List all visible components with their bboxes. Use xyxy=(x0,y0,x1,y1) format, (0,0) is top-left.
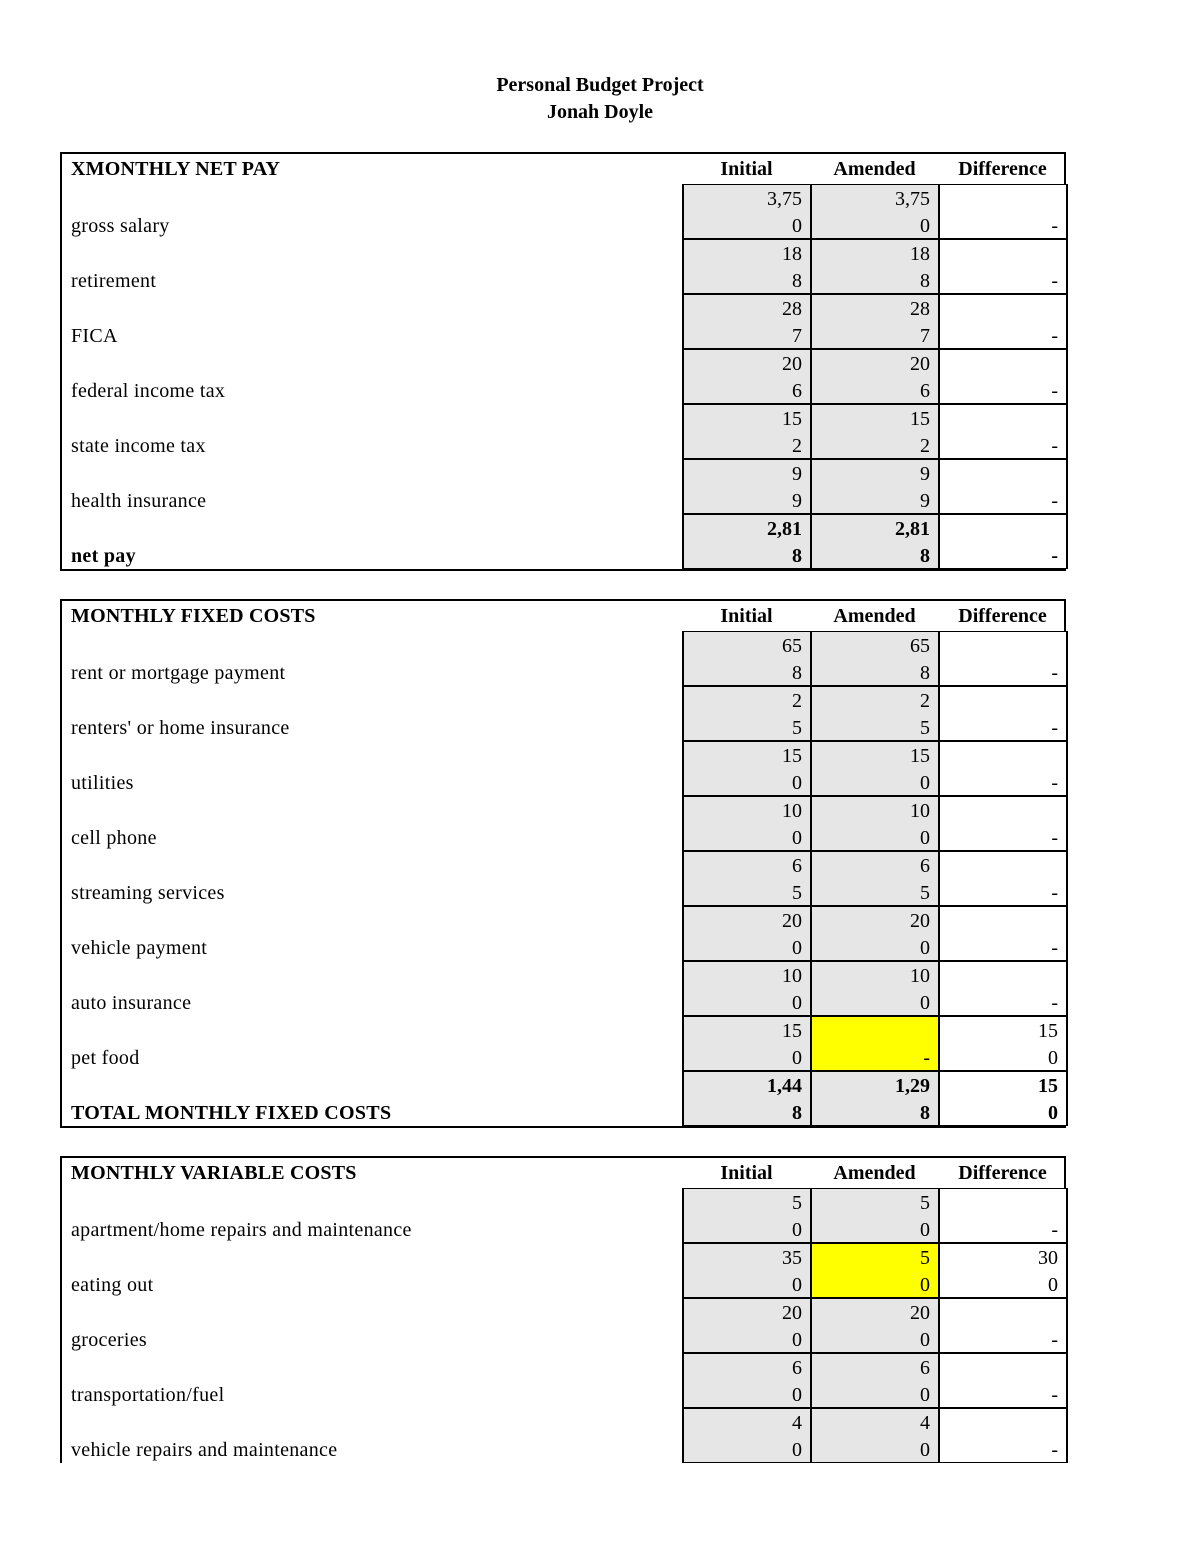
row-label: utilities xyxy=(71,772,134,794)
cell-value-line2: 7 xyxy=(792,325,802,347)
cell-value-line2: 0 xyxy=(792,1274,802,1296)
difference-cell xyxy=(938,184,1068,239)
table-row xyxy=(62,1408,1066,1463)
table-row xyxy=(62,1188,1066,1243)
cell-value-line2: 5 xyxy=(920,882,930,904)
amended-cell[interactable] xyxy=(810,349,939,404)
amended-cell[interactable] xyxy=(810,906,939,961)
cell-value-line2: - xyxy=(1051,490,1058,512)
section-header xyxy=(62,154,1066,184)
section-title: MONTHLY VARIABLE COSTS xyxy=(71,1162,357,1184)
cell-value-line2: 0 xyxy=(1048,1102,1058,1124)
cell-value-line1: 20 xyxy=(782,910,802,932)
difference-cell xyxy=(938,631,1068,686)
row-label: health insurance xyxy=(71,490,207,512)
cell-value-line2: - xyxy=(1051,717,1058,739)
cell-value-line2: - xyxy=(1051,325,1058,347)
cell-value-line1: 15 xyxy=(782,745,802,767)
row-label: gross salary xyxy=(71,215,170,237)
amended-cell[interactable] xyxy=(810,686,939,741)
cell-value-line2: 0 xyxy=(920,1384,930,1406)
initial-cell[interactable] xyxy=(682,1298,811,1353)
cell-value-line1: 15 xyxy=(910,745,930,767)
cell-value-line2: 0 xyxy=(792,937,802,959)
row-label: retirement xyxy=(71,270,157,292)
cell-value-line2: 7 xyxy=(920,325,930,347)
cell-value-line1: 65 xyxy=(910,635,930,657)
table-row xyxy=(62,404,1066,459)
difference-cell xyxy=(938,1408,1068,1463)
row-label: TOTAL MONTHLY FIXED COSTS xyxy=(71,1102,392,1124)
cell-value-line2: 0 xyxy=(792,1439,802,1461)
variable-costs-section xyxy=(60,1156,1066,1463)
amended-cell[interactable] xyxy=(810,1353,939,1408)
cell-value-line1: 10 xyxy=(910,965,930,987)
difference-cell xyxy=(938,1016,1068,1071)
difference-cell xyxy=(938,349,1068,404)
cell-value-line2: 8 xyxy=(792,545,802,567)
initial-cell[interactable] xyxy=(682,459,811,514)
column-header-initial: Initial xyxy=(720,1162,773,1184)
difference-cell xyxy=(938,1353,1068,1408)
cell-value-line2: - xyxy=(1051,1384,1058,1406)
cell-value-line2: - xyxy=(1051,270,1058,292)
table-row xyxy=(62,1353,1066,1408)
row-label: rent or mortgage payment xyxy=(71,662,286,684)
amended-cell[interactable] xyxy=(810,1408,939,1463)
initial-cell[interactable] xyxy=(682,631,811,686)
difference-cell xyxy=(938,1071,1068,1126)
cell-value-line2: 6 xyxy=(920,380,930,402)
cell-value-line2: 5 xyxy=(792,717,802,739)
row-label: vehicle payment xyxy=(71,937,208,959)
row-label: vehicle repairs and maintenance xyxy=(71,1439,338,1461)
cell-value-line1: 10 xyxy=(782,965,802,987)
initial-cell[interactable] xyxy=(682,1071,811,1126)
cell-value-line1: 5 xyxy=(920,1192,930,1214)
cell-value-line2: 0 xyxy=(792,1047,802,1069)
cell-value-line1: 35 xyxy=(782,1247,802,1269)
table-row xyxy=(62,906,1066,961)
row-label: pet food xyxy=(71,1047,140,1069)
cell-value-line1: 18 xyxy=(782,243,802,265)
table-row xyxy=(62,961,1066,1016)
cell-value-line2: 8 xyxy=(920,545,930,567)
cell-value-line2: - xyxy=(1051,662,1058,684)
cell-value-line2: 2 xyxy=(920,435,930,457)
column-header-initial: Initial xyxy=(720,605,773,627)
table-row xyxy=(62,184,1066,239)
cell-value-line1: 18 xyxy=(910,243,930,265)
column-header-difference: Difference xyxy=(958,158,1047,180)
amended-cell[interactable] xyxy=(810,796,939,851)
initial-cell[interactable] xyxy=(682,686,811,741)
cell-value-line2: - xyxy=(1051,380,1058,402)
amended-cell[interactable] xyxy=(810,631,939,686)
column-header-initial: Initial xyxy=(720,158,773,180)
initial-cell[interactable] xyxy=(682,294,811,349)
cell-value-line1: 5 xyxy=(792,1192,802,1214)
row-label: cell phone xyxy=(71,827,157,849)
difference-cell xyxy=(938,796,1068,851)
cell-value-line1: 10 xyxy=(782,800,802,822)
column-header-amended: Amended xyxy=(833,158,916,180)
cell-value-line1: 15 xyxy=(782,1020,802,1042)
cell-value-line2: - xyxy=(1051,1439,1058,1461)
initial-cell[interactable] xyxy=(682,1408,811,1463)
difference-cell xyxy=(938,239,1068,294)
amended-cell[interactable] xyxy=(810,404,939,459)
cell-value-line1: 3,75 xyxy=(895,188,930,210)
difference-cell xyxy=(938,294,1068,349)
section-title: XMONTHLY NET PAY xyxy=(71,158,281,180)
cell-value-line2: 8 xyxy=(792,1102,802,1124)
amended-cell[interactable] xyxy=(810,851,939,906)
cell-value-line1: 15 xyxy=(1038,1020,1058,1042)
cell-value-line1: 6 xyxy=(920,1357,930,1379)
table-row xyxy=(62,686,1066,741)
row-label: auto insurance xyxy=(71,992,192,1014)
cell-value-line1: 10 xyxy=(910,800,930,822)
initial-cell[interactable] xyxy=(682,741,811,796)
cell-value-line2: 8 xyxy=(792,270,802,292)
cell-value-line2: - xyxy=(1051,827,1058,849)
row-label: apartment/home repairs and maintenance xyxy=(71,1219,412,1241)
cell-value-line2: 5 xyxy=(920,717,930,739)
cell-value-line1: 1,44 xyxy=(767,1075,802,1097)
cell-value-line2: - xyxy=(1051,215,1058,237)
column-header-amended: Amended xyxy=(833,605,916,627)
cell-value-line1: 2,81 xyxy=(767,518,802,540)
table-row xyxy=(62,741,1066,796)
initial-cell[interactable] xyxy=(682,404,811,459)
section-title: MONTHLY FIXED COSTS xyxy=(71,605,316,627)
difference-cell xyxy=(938,1243,1068,1298)
amended-cell[interactable] xyxy=(810,1071,939,1126)
row-label: FICA xyxy=(71,325,118,347)
cell-value-line2: 0 xyxy=(920,1219,930,1241)
initial-cell[interactable] xyxy=(682,1188,811,1243)
table-row xyxy=(62,239,1066,294)
cell-value-line1: 15 xyxy=(1038,1075,1058,1097)
initial-cell[interactable] xyxy=(682,184,811,239)
section-right-border xyxy=(1064,154,1066,184)
cell-value-line2: 0 xyxy=(920,827,930,849)
fixed-costs-section xyxy=(60,599,1066,1128)
difference-cell xyxy=(938,514,1068,569)
initial-cell[interactable] xyxy=(682,1243,811,1298)
net-pay-section xyxy=(60,152,1066,571)
cell-value-line1: 4 xyxy=(792,1412,802,1434)
initial-cell[interactable] xyxy=(682,514,811,569)
cell-value-line2: 0 xyxy=(792,772,802,794)
cell-value-line2: 9 xyxy=(792,490,802,512)
cell-value-line1: 5 xyxy=(920,1247,930,1269)
cell-value-line2: 9 xyxy=(920,490,930,512)
cell-value-line1: 4 xyxy=(920,1412,930,1434)
row-label: groceries xyxy=(71,1329,147,1351)
amended-cell[interactable] xyxy=(810,184,939,239)
cell-value-line2: 0 xyxy=(792,1384,802,1406)
difference-cell xyxy=(938,686,1068,741)
cell-value-line1: 9 xyxy=(792,463,802,485)
cell-value-line1: 30 xyxy=(1038,1247,1058,1269)
cell-value-line1: 20 xyxy=(910,1302,930,1324)
section-header xyxy=(62,1158,1066,1188)
column-header-amended: Amended xyxy=(833,1162,916,1184)
initial-cell[interactable] xyxy=(682,906,811,961)
cell-value-line2: 0 xyxy=(1048,1274,1058,1296)
row-label: transportation/fuel xyxy=(71,1384,225,1406)
cell-value-line2: - xyxy=(1051,937,1058,959)
difference-cell xyxy=(938,1298,1068,1353)
cell-value-line2: - xyxy=(923,1047,930,1069)
cell-value-line2: 0 xyxy=(792,992,802,1014)
document-title-block xyxy=(0,72,1200,126)
cell-value-line1: 9 xyxy=(920,463,930,485)
cell-value-line2: 0 xyxy=(792,215,802,237)
difference-cell xyxy=(938,906,1068,961)
cell-value-line2: 0 xyxy=(920,937,930,959)
cell-value-line2: 8 xyxy=(920,270,930,292)
amended-cell[interactable] xyxy=(810,1016,939,1071)
cell-value-line1: 6 xyxy=(792,855,802,877)
cell-value-line2: - xyxy=(1051,545,1058,567)
table-row xyxy=(62,349,1066,404)
amended-cell[interactable] xyxy=(810,961,939,1016)
cell-value-line2: 0 xyxy=(1048,1047,1058,1069)
amended-cell[interactable] xyxy=(810,1188,939,1243)
row-label: renters' or home insurance xyxy=(71,717,290,739)
difference-cell xyxy=(938,961,1068,1016)
table-row xyxy=(62,1016,1066,1071)
cell-value-line2: 2 xyxy=(792,435,802,457)
amended-cell[interactable] xyxy=(810,294,939,349)
table-row xyxy=(62,851,1066,906)
difference-cell xyxy=(938,1188,1068,1243)
total-row xyxy=(62,1071,1066,1126)
cell-value-line1: 1,29 xyxy=(895,1075,930,1097)
difference-cell xyxy=(938,851,1068,906)
cell-value-line2: 6 xyxy=(792,380,802,402)
cell-value-line1: 20 xyxy=(782,1302,802,1324)
cell-value-line2: 0 xyxy=(920,215,930,237)
cell-value-line2: 0 xyxy=(920,772,930,794)
section-header xyxy=(62,601,1066,631)
cell-value-line2: - xyxy=(1051,1219,1058,1241)
cell-value-line1: 15 xyxy=(782,408,802,430)
amended-cell[interactable] xyxy=(810,239,939,294)
initial-cell[interactable] xyxy=(682,961,811,1016)
cell-value-line2: 0 xyxy=(920,1274,930,1296)
document-title: Personal Budget Project xyxy=(496,74,704,96)
cell-value-line2: 0 xyxy=(920,1329,930,1351)
cell-value-line2: 8 xyxy=(792,662,802,684)
cell-value-line2: - xyxy=(1051,992,1058,1014)
table-row xyxy=(62,796,1066,851)
cell-value-line1: 28 xyxy=(910,298,930,320)
amended-cell[interactable] xyxy=(810,459,939,514)
initial-cell[interactable] xyxy=(682,239,811,294)
row-label: federal income tax xyxy=(71,380,226,402)
initial-cell[interactable] xyxy=(682,1353,811,1408)
initial-cell[interactable] xyxy=(682,349,811,404)
cell-value-line1: 6 xyxy=(920,855,930,877)
cell-value-line2: - xyxy=(1051,435,1058,457)
table-row xyxy=(62,631,1066,686)
amended-cell[interactable] xyxy=(810,1243,939,1298)
cell-value-line1: 3,75 xyxy=(767,188,802,210)
amended-cell[interactable] xyxy=(810,1298,939,1353)
cell-value-line1: 2,81 xyxy=(895,518,930,540)
section-right-border xyxy=(1064,601,1066,631)
difference-cell xyxy=(938,404,1068,459)
amended-cell[interactable] xyxy=(810,514,939,569)
initial-cell[interactable] xyxy=(682,851,811,906)
cell-value-line2: - xyxy=(1051,1329,1058,1351)
cell-value-line2: 0 xyxy=(792,1329,802,1351)
cell-value-line2: 0 xyxy=(920,1439,930,1461)
cell-value-line2: - xyxy=(1051,882,1058,904)
table-row xyxy=(62,459,1066,514)
row-label: eating out xyxy=(71,1274,154,1296)
amended-cell[interactable] xyxy=(810,741,939,796)
section-right-border xyxy=(1064,1158,1066,1188)
cell-value-line1: 20 xyxy=(910,910,930,932)
cell-value-line1: 6 xyxy=(792,1357,802,1379)
row-label: net pay xyxy=(71,545,136,567)
column-header-difference: Difference xyxy=(958,605,1047,627)
total-row xyxy=(62,514,1066,569)
cell-value-line1: 15 xyxy=(910,408,930,430)
column-header-difference: Difference xyxy=(958,1162,1047,1184)
table-row xyxy=(62,294,1066,349)
initial-cell[interactable] xyxy=(682,1016,811,1071)
cell-value-line2: 0 xyxy=(792,1219,802,1241)
cell-value-line2: 5 xyxy=(792,882,802,904)
cell-value-line2: - xyxy=(1051,772,1058,794)
cell-value-line2: 0 xyxy=(792,827,802,849)
document-author: Jonah Doyle xyxy=(546,101,654,123)
difference-cell xyxy=(938,741,1068,796)
row-label: streaming services xyxy=(71,882,225,904)
difference-cell xyxy=(938,459,1068,514)
row-label: state income tax xyxy=(71,435,206,457)
cell-value-line1: 28 xyxy=(782,298,802,320)
cell-value-line2: 0 xyxy=(920,992,930,1014)
cell-value-line1: 2 xyxy=(792,690,802,712)
initial-cell[interactable] xyxy=(682,796,811,851)
cell-value-line1: 20 xyxy=(782,353,802,375)
table-row xyxy=(62,1243,1066,1298)
cell-value-line1: 65 xyxy=(782,635,802,657)
table-row xyxy=(62,1298,1066,1353)
cell-value-line2: 8 xyxy=(920,1102,930,1124)
cell-value-line1: 20 xyxy=(910,353,930,375)
cell-value-line2: 8 xyxy=(920,662,930,684)
cell-value-line1: 2 xyxy=(920,690,930,712)
